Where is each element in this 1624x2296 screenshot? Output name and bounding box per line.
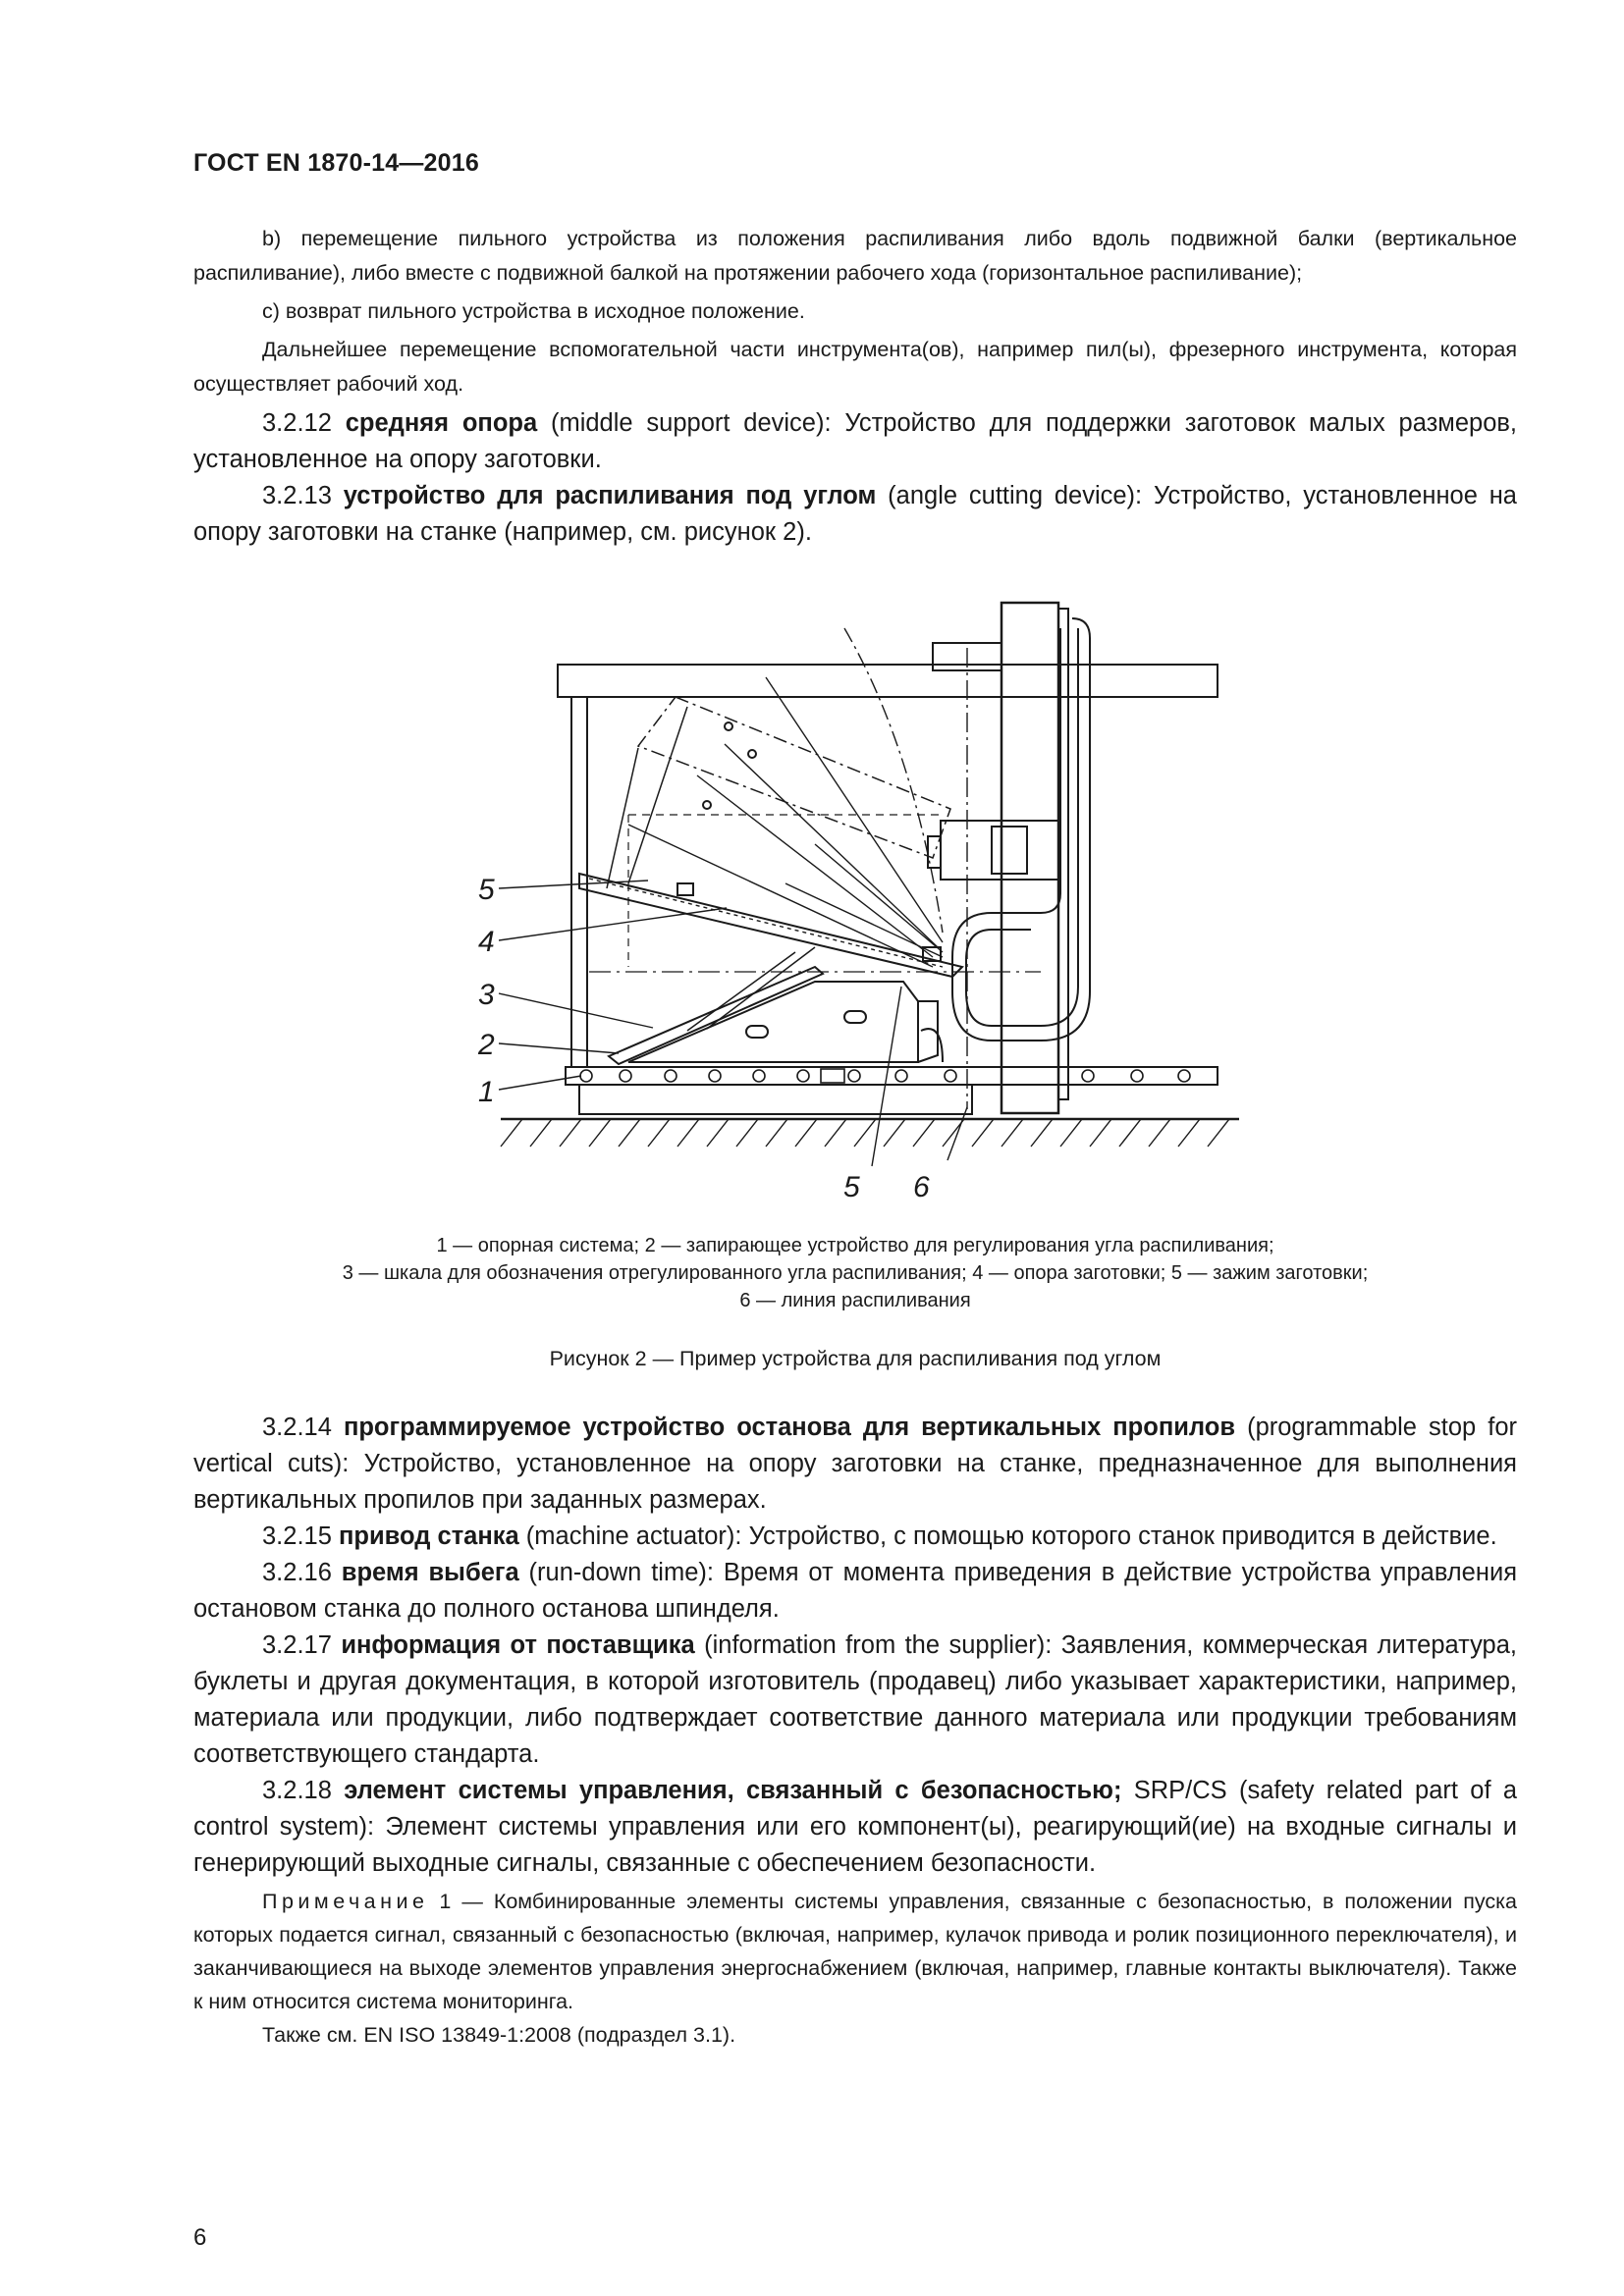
- note-label: Примечание: [262, 1890, 429, 1913]
- term-definition: (run-down time): Время от момента приведения в действие устройства управления остановом станка до полного останова шпинделя.: [193, 1559, 1517, 1623]
- note-block: [193, 1885, 1517, 2052]
- term-title: программируемое устройство останова для вертикальных пропилов: [343, 1414, 1236, 1441]
- list-item-c: c) возврат пильного устройства в исходное положение.: [262, 299, 805, 323]
- base-bolts: [580, 1069, 1190, 1083]
- callout-4: 4: [478, 926, 495, 958]
- note-see-also: Также см. EN ISO 13849-1:2008 (подраздел 3.1).: [262, 2023, 736, 2047]
- legend-line-2: 3 — шкала для обозначения отрегулированного угла распиливания; 4 — опора заготовки; 5 — зажим заготовки;: [342, 1262, 1369, 1284]
- term-definition: SRP/CS (safety related part of a control system): Элемент системы управления или его компонент(ы), реагирующий(ие) на входные сигналы и генерирующий выходные сигналы, связанные с обеспечением безопасности.: [193, 1777, 1517, 1877]
- callout-1: 1: [478, 1076, 495, 1108]
- term-title: элемент системы управления, связанный с безопасностью;: [344, 1777, 1122, 1804]
- term-3-2-18: [193, 1773, 1517, 1882]
- term-3-2-15: [193, 1519, 1517, 1555]
- callout-6: 6: [913, 1171, 930, 1203]
- callout-leaders: [499, 881, 967, 1166]
- term-definition: (information from the supplier): Заявления, коммерческая литература, буклеты и другая документация, в которой изготовитель (продавец) либо указывает характеристики, например, материала или продукции, либо подтверждает соответствие данного материала или продукции требованиям соответствующего стандарта.: [193, 1631, 1518, 1768]
- term-definition: (angle cutting device): Устройство, установленное на опору заготовки на станке (например, см. рисунок 2).: [193, 482, 1517, 546]
- callout-5-bottom: 5: [843, 1171, 860, 1203]
- page-number: 6: [193, 2224, 207, 2251]
- figure-legend: [193, 1232, 1517, 1314]
- term-number: 3.2.17: [262, 1631, 332, 1659]
- term-title: устройство для распиливания под углом: [343, 482, 877, 509]
- figure-title: Рисунок 2 — Пример устройства для распиливания под углом: [549, 1347, 1162, 1370]
- note-text: 1 — Комбинированные элементы системы управления, связанные с безопасностью, в положении пуска которых подается сигнал, связанный с безопасностью (включая, например, кулачок привода и ролик позиционного переключателя), и заканчивающиеся на выходе элементов управления энергоснабжением (включая, например, главные контакты выключателя). Также к ним относится система мониторинга.: [193, 1890, 1517, 2013]
- further-movement-text: Дальнейшее перемещение вспомогательной части инструмента(ов), например пил(ы), фрезерного инструмента, которая осуществляет рабочий ход.: [193, 338, 1517, 396]
- term-number: 3.2.16: [262, 1559, 332, 1586]
- term-number: 3.2.15: [262, 1522, 332, 1550]
- legend-line-3: 6 — линия распиливания: [739, 1290, 971, 1311]
- top-beam: [558, 665, 1218, 697]
- legend-line-1: 1 — опорная система; 2 — запирающее устройство для регулирования угла распиливания;: [436, 1235, 1274, 1256]
- callout-3: 3: [478, 979, 495, 1011]
- term-3-2-14: [193, 1410, 1517, 1519]
- callout-2: 2: [478, 1029, 495, 1061]
- term-definition: (middle support device): Устройство для поддержки заготовок малых размеров, установленное на опору заготовки.: [193, 409, 1518, 473]
- term-definition: (programmable stop for vertical cuts): Устройство, установленное на опору заготовки на станке, предназначенное для выполнения вертикальных пропилов при заданных размерах.: [193, 1414, 1518, 1514]
- term-number: 3.2.18: [262, 1777, 332, 1804]
- workpiece-support-tilted: [579, 874, 962, 977]
- base-rail: [566, 1067, 1218, 1085]
- terms-bottom: [193, 1410, 1517, 1882]
- term-title: средняя опора: [345, 409, 538, 437]
- workpiece-clamp: [677, 883, 693, 895]
- term-definition: (machine actuator): Устройство, с помощью которого станок приводится в действие.: [518, 1522, 1497, 1550]
- term-3-2-16: [193, 1555, 1517, 1628]
- note-1: [193, 1885, 1517, 2018]
- term-number: 3.2.14: [262, 1414, 332, 1441]
- angle-scale: [609, 967, 823, 1064]
- document-header: ГОСТ EN 1870-14—2016: [193, 149, 479, 177]
- term-3-2-17: [193, 1628, 1517, 1773]
- term-number: 3.2.13: [262, 482, 332, 509]
- machine-column: [1001, 603, 1058, 1113]
- callout-5-left: 5: [478, 874, 495, 906]
- saw-motor: [941, 821, 1058, 880]
- list-item-b: b) перемещение пильного устройства из положения распиливания либо вдоль подвижной балки (вертикальное распиливание), либо вместе с подвижной балкой на протяжении рабочего хода (горизонтальное распиливание);: [193, 227, 1517, 285]
- term-number: 3.2.12: [262, 409, 332, 437]
- term-title: время выбега: [341, 1559, 519, 1586]
- angle-device-base: [628, 982, 918, 1062]
- term-title: информация от поставщика: [341, 1631, 695, 1659]
- term-title: привод станка: [339, 1522, 519, 1550]
- ground-hatch: [501, 1119, 1229, 1147]
